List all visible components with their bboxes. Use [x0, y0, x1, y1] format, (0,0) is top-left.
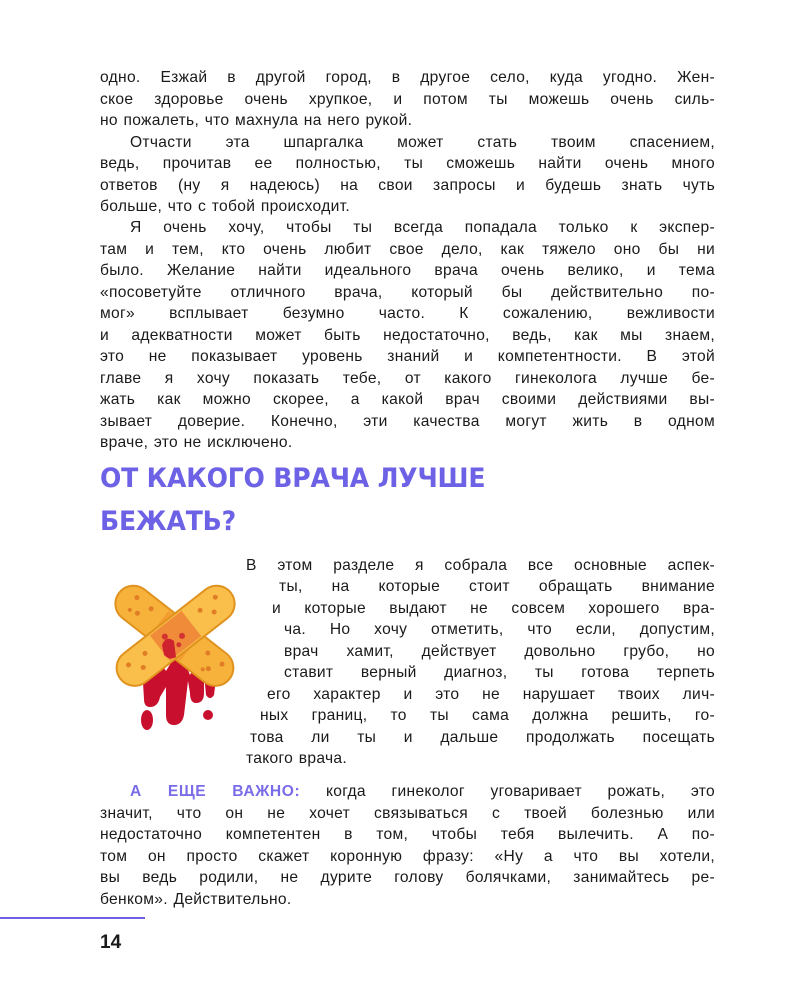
- text-line: больше, что с тобой происходит.: [100, 198, 350, 215]
- text-line: Я очень хочу, чтобы ты всегда попадала только к экспер-: [130, 219, 715, 236]
- text-line: ты, на которые стоит обращать внимание: [279, 578, 715, 595]
- text-line: и которые выдают не совсем хорошего вра-: [272, 600, 715, 617]
- important-first-line: [130, 782, 715, 802]
- text-line: одно. Езжай в другой город, в другое село, куда угодно. Жен-: [100, 69, 715, 86]
- text-line: ных границ, то ты сама должна решить, го-: [260, 707, 715, 724]
- text-line: это не показывает уровень знаний и компетентности. В этой: [100, 348, 715, 365]
- text-line: такого врача.: [246, 750, 347, 767]
- text-line: зывает доверие. Конечно, эти качества могут жить в одном: [100, 413, 715, 430]
- text-line: В этом разделе я собрала все основные аспек-: [246, 557, 715, 574]
- text-line: ответов (ну я надеюсь) на свои запросы и будешь знать чуть: [100, 177, 715, 194]
- important-text: когда гинеколог уговаривает рожать, это: [325, 783, 715, 800]
- text-line: недостаточно компетентен в том, чтобы тебя вылечить. А по-: [100, 826, 715, 843]
- text-line: там и тем, кто очень любит свое дело, как тяжело оно бы ни: [100, 241, 715, 258]
- text-line: врач хамит, действует довольно грубо, но: [284, 643, 715, 660]
- text-line: но пожалеть, что махнула на него рукой.: [100, 112, 413, 129]
- text-line: значит, что он не хочет связываться с твоей болезнью или: [100, 805, 715, 822]
- page-number: 14: [100, 932, 122, 953]
- text-line: вы ведь родили, не дурите голову болячками, занимайтесь ре-: [100, 869, 715, 886]
- important-label: А ЕЩЕ ВАЖНО:: [130, 783, 301, 800]
- footer-rule: [0, 917, 145, 919]
- text-line: мог» всплывает безумно часто. К сожалению, вежливости: [100, 305, 715, 322]
- text-line: его характер и это не нарушает твоих лич-: [267, 686, 715, 703]
- text-line: това ли ты и дальше продолжать посещать: [250, 729, 715, 746]
- text-line: ведь, прочитав ее полностью, ты сможешь найти очень много: [100, 155, 715, 172]
- text-line: жать как можно скорее, а какой врач своими действиями вы-: [100, 391, 715, 408]
- text-line: было. Желание найти идеального врача очень велико, и тема: [100, 262, 715, 279]
- crossed-bandages-with-blood-icon: [100, 575, 250, 745]
- text-line: Отчасти эта шпаргалка может стать твоим спасением,: [130, 134, 715, 151]
- text-line: бенком». Действительно.: [100, 891, 292, 908]
- text-line: «посоветуйте отличного врача, который бы действительно по-: [100, 284, 715, 301]
- section-heading-line-2: БЕЖАТЬ?: [100, 506, 236, 537]
- text-line: главе я хочу показать тебе, от какого гинеколога лучше бе-: [100, 370, 715, 387]
- text-line: враче, это не исключено.: [100, 434, 293, 451]
- text-line: ча. Но хочу отметить, что если, допустим,: [284, 621, 715, 638]
- text-line: ское здоровье очень хрупкое, и потом ты можешь очень силь-: [100, 91, 715, 108]
- text-line: том он просто скажет коронную фразу: «Ну а что вы хотели,: [100, 848, 715, 865]
- text-line: и адекватности может быть недостаточно, ведь, как мы знаем,: [100, 327, 715, 344]
- section-heading-line-1: ОТ КАКОГО ВРАЧА ЛУЧШЕ: [100, 463, 486, 494]
- text-line: ставит верный диагноз, ты готова терпеть: [284, 664, 715, 681]
